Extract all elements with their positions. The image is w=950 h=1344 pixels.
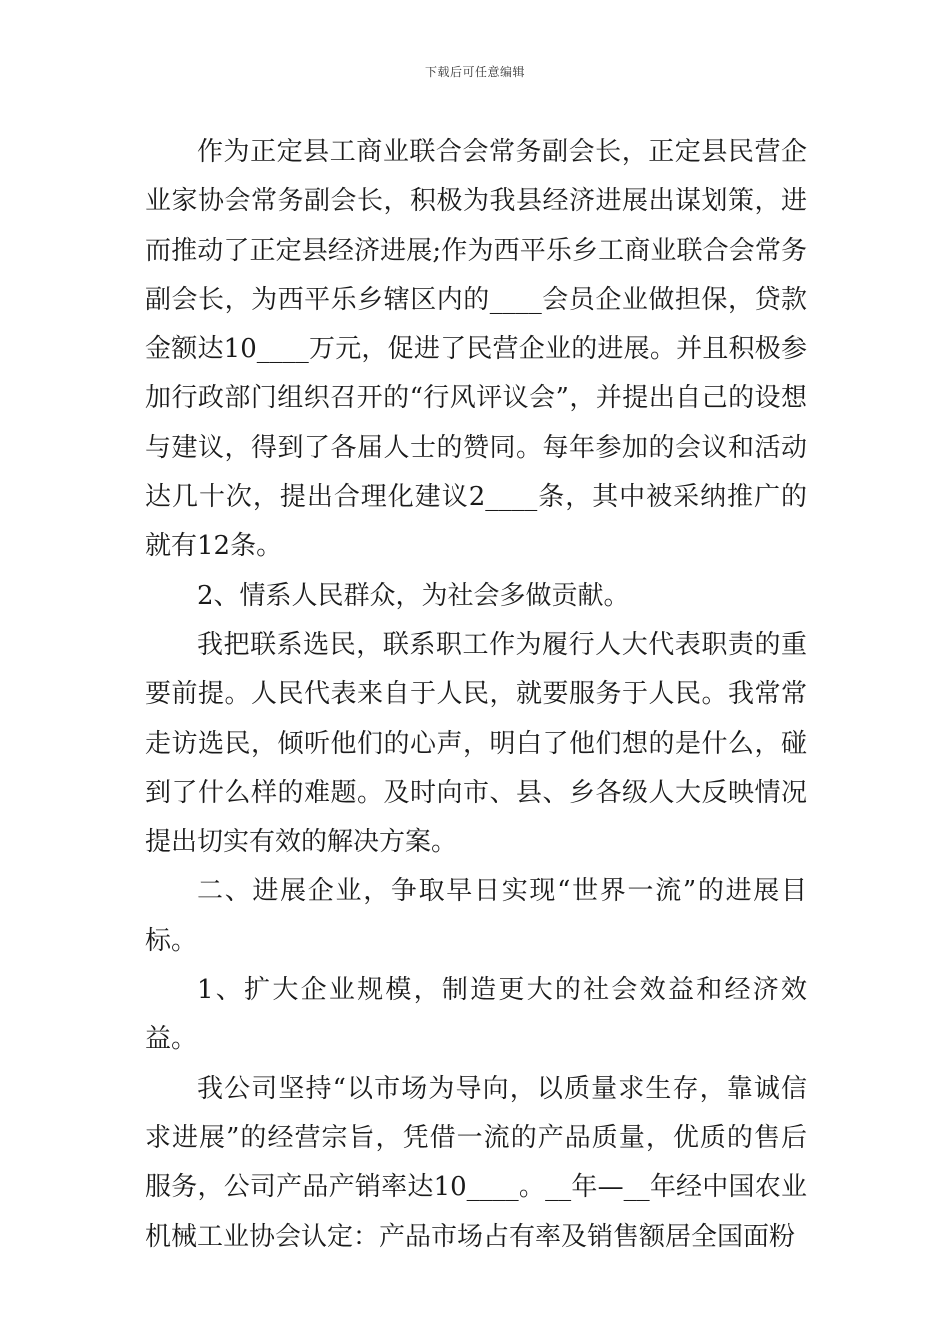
paragraph: 2、情系人民群众，为社会多做贡献。 bbox=[197, 580, 630, 611]
paragraph: 我把联系选民，联系职工作为履行人大代表职责的重要前提。人民代表来自于人民，就要服务于人民。我常常走访选民，倾听他们的心声，明白了他们想的是什么，碰到了什么样的难题。及时向市、县、乡各级人大反映情况提出切实有效的解决方案。 bbox=[145, 629, 807, 858]
document-body bbox=[145, 128, 807, 1262]
paragraph: 我公司坚持“以市场为导向，以质量求生存，靠诚信求进展”的经营宗旨，凭借一流的产品质量，优质的售后服务，公司产品产销率达10____。__年—__年经中国农业机械工业协会认定：产品市场占有率及销售额居全国面粉 bbox=[145, 1073, 807, 1252]
page-header: 下载后可任意编辑 bbox=[424, 65, 525, 79]
paragraph: 二、进展企业，争取早日实现“世界一流”的进展目标。 bbox=[145, 876, 807, 956]
paragraph: 1、扩大企业规模，制造更大的社会效益和经济效益。 bbox=[145, 975, 807, 1055]
paragraph: 作为正定县工商业联合会常务副会长，正定县民营企业家协会常务副会长，积极为我县经济进展出谋划策，进而推动了正定县经济进展;作为西平乐乡工商业联合会常务副会长，为西平乐乡辖区内的____会员企业做担保，贷款金额达10____万元，促进了民营企业的进展。并且积极参加行政部门组织召开的“行风评议会”，并提出自己的设想与建议，得到了各届人士的赞同。每年参加的会议和活动达几十次，提出合理化建议2____条，其中被采纳推广的就有12条。 bbox=[145, 137, 807, 562]
